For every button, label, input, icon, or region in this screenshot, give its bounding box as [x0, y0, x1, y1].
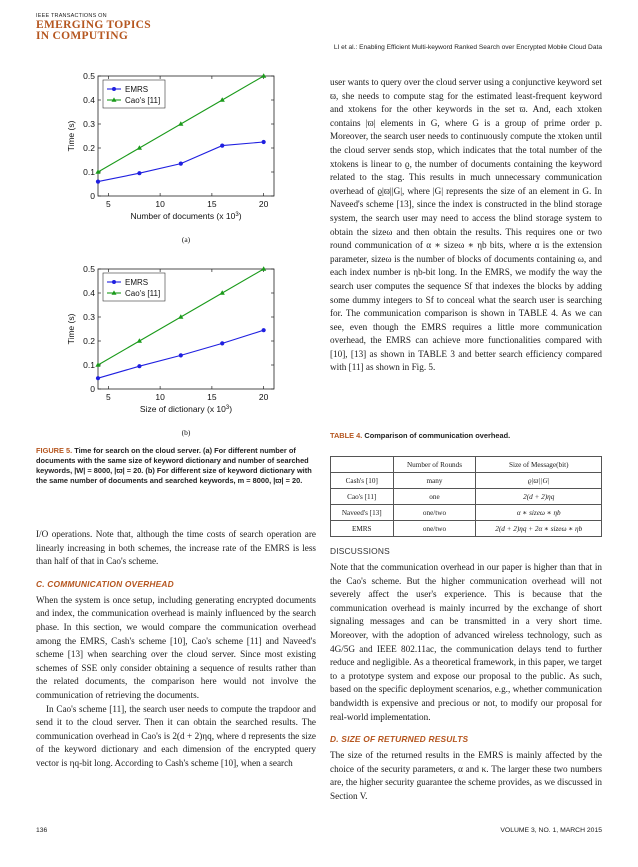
- table-header: [331, 457, 394, 473]
- x-tick-label: 15: [207, 392, 217, 402]
- y-axis-label: Time (s): [66, 313, 76, 345]
- x-tick-label: 10: [155, 199, 165, 209]
- y-tick-label: 0.1: [83, 360, 95, 370]
- x-axis-label: Number of documents (x $10^3$): [130, 211, 242, 221]
- table-cell: α ∗ sizeω ∗ ηb: [476, 505, 602, 521]
- section-heading-c: C. COMMUNICATION OVERHEAD: [36, 578, 174, 589]
- y-tick-label: 0: [90, 191, 95, 201]
- chart-b: [60, 257, 300, 441]
- y-axis-label: Time (s): [66, 120, 76, 152]
- data-point: [96, 376, 100, 380]
- figure-caption: [36, 446, 316, 486]
- legend-marker: [112, 87, 116, 91]
- y-tick-label: 0.3: [83, 312, 95, 322]
- table-cell: 2(d + 2)ηq: [476, 489, 602, 505]
- table-cell: many: [393, 473, 476, 489]
- data-point: [220, 144, 224, 148]
- paragraph: Note that the communication overhead in our paper is higher than that in the Cao's scheme. But the higher communication overhead will not severely affect the user's experience. This is because that the communication overhead is mainly incurred by the exchange of short signaling messages and can be transmitted in a very short time. Moreover, with the adoption of advanced wireless technology, such as 4G/5G and IEEE 802.11ac, the communication delays tend to further reduce and negligible. As a theoretical framework, in this paper, we target to a prototype system and expose our proposal to the public. As such, based on the specific deployment scenarios, e.g., whether communication bandwidth is expensive and precious or not, to modify our proposal for real-world implementation.: [330, 562, 602, 722]
- table-cell: Cash's [10]: [331, 473, 394, 489]
- paragraph: In Cao's scheme [11], the search user needs to compute the trapdoor and send it to the cloud server. Then it can obtain the searched results. The communication overhead in Cao's is 2(d + 2)ηq, where d represents the size of the keyword dictionary and each dimension of the encrypted query vector is ηq-bit long. According to Cash's scheme [10], when a search: [36, 703, 316, 768]
- chart-a: [60, 64, 300, 248]
- y-tick-label: 0.3: [83, 119, 95, 129]
- table-row: [331, 489, 602, 505]
- journal-top: IEEE TRANSACTIONS ON: [36, 13, 107, 19]
- x-axis-label: Size of dictionary (x $10^3$): [139, 404, 233, 414]
- x-tick-label: 5: [105, 199, 111, 209]
- figure-sublabel: (b): [181, 428, 191, 437]
- y-tick-label: 0.4: [83, 95, 95, 105]
- paragraph: When the system is once setup, including generating encrypted documents and index, the communication overhead is mainly influenced by the search phase. In this section, we would compare the communication overhead among the EMRS, Cash's scheme [10], Cao's scheme [11] and Naveed's scheme [13] when searching over the cloud server. Since most existing schemes of SSE only consider obtaining a sequence of results rather than the related documents, the comparison here would not involve the communication of retrieving the documents.: [36, 594, 316, 700]
- table-cell: one/two: [393, 521, 476, 537]
- table-header: Number of Rounds: [393, 457, 476, 473]
- y-tick-label: 0.4: [83, 288, 95, 298]
- journal-line-2: IN COMPUTING: [36, 30, 129, 42]
- table-caption: [330, 431, 510, 440]
- data-point: [179, 162, 183, 166]
- table-cell: Naveed's [13]: [331, 505, 394, 521]
- table-cell: Cao's [11]: [331, 489, 394, 505]
- x-tick-label: 15: [207, 199, 217, 209]
- table-label: TABLE 4.: [330, 431, 363, 440]
- table-cell: one: [393, 489, 476, 505]
- journal-line-1: EMERGING TOPICS: [36, 18, 151, 31]
- volume-info: VOLUME 3, NO. 1, MARCH 2015: [500, 827, 602, 834]
- table-cell: EMRS: [331, 521, 394, 537]
- paragraph: user wants to query over the cloud server using a conjunctive keyword set ϖ, she needs to compute stag for the estimated least-frequent keyword and xtokens for the other keywords in the set ϖ. And, each xtoken contains |ϖ| elements in G, where G is a group of prime order p. Moreover, the search user needs to continuously compute the xtoken until the cloud server sends stop, which indicates that the total number of the xtokens is linear to ϱ, the number of documents containing the keyword related to the stag. This results in much unnecessary communication overhead of ϱ|ϖ||G|, where |G| represents the size of an element in G. In Naveed's scheme [13], since the index is constructed in the blind storage system, the search user may need to access the blind storage system to obtain the sizeω and then obtain the results. This requires one or two round communication of α ∗ sizeω ∗ ηb bits, where α is the extension parameter, sizeω is the number of blocks of documents containing ω, and each index number is ηb-bit long. In the EMRS, we modify the way the search user computes the sequence Sf that indexes the blocks by adding some dummy integers to Sf to conceal what the search user is searching for. The communication comparison is shown in TABLE 4. As we can see, even though the EMRS requires a little more communication overhead, the EMRS can achieve more functionalities compared with [10], [13] as shown in TABLE 3 and better search efficiency compared with [11] as shown in Fig. 5.: [330, 77, 602, 373]
- right-column-top: [330, 76, 602, 375]
- journal-logo: [36, 14, 151, 43]
- paragraph: The size of the returned results in the EMRS is mainly affected by the choice of the security parameters, α and κ. The larger these two numbers are, the higher security guarantee the scheme provides, as we discussed in Section V.: [330, 750, 602, 801]
- data-point: [137, 364, 141, 368]
- table-cell: 2(d + 2)ηq + 2α ∗ sizeω ∗ ηb: [476, 521, 602, 537]
- legend-label: Cao's [11]: [125, 96, 161, 105]
- comparison-table: [330, 456, 602, 537]
- y-tick-label: 0: [90, 384, 95, 394]
- page-number: 136: [36, 827, 48, 834]
- figure-sublabel: (a): [181, 235, 191, 244]
- data-point: [220, 341, 224, 345]
- left-column: [36, 528, 316, 771]
- data-point: [261, 73, 266, 78]
- x-tick-label: 20: [258, 199, 269, 209]
- table-title: Comparison of communication overhead.: [364, 431, 511, 440]
- section-heading-d: D. SIZE OF RETURNED RESULTS: [330, 734, 469, 745]
- table-header: Size of Message(bit): [476, 457, 602, 473]
- table-cell: one/two: [393, 505, 476, 521]
- legend-marker: [112, 280, 116, 284]
- running-head: LI et al.: Enabling Efficient Multi-keyword Ranked Search over Encrypted Mobile Cloud Data: [333, 44, 602, 51]
- figure-caption-text: Time for search on the cloud server. (a) For different number of documents with the same size of keyword dictionary and number of searched keywords, |W| = 8000, |ϖ| = 20. (b) For different size of keyword dictionary with the same number of documents and searched keywords, m = 8000, |ϖ| = 20.: [36, 446, 312, 485]
- x-axis-label-close: ): [238, 211, 242, 221]
- data-point: [137, 171, 141, 175]
- table-row: [331, 473, 602, 489]
- table-cell: ϱ|ϖ||G|: [476, 473, 602, 489]
- y-tick-label: 0.1: [83, 167, 95, 177]
- paragraph: I/O operations. Note that, although the time costs of search operation are linearly increasing in both schemes, the increase rate of the EMRS is less than half of that in Cao's scheme.: [36, 529, 316, 567]
- x-tick-label: 10: [155, 392, 165, 402]
- data-point: [179, 353, 183, 357]
- y-tick-label: 0.5: [83, 71, 95, 81]
- y-tick-label: 0.2: [83, 336, 95, 346]
- figure-label: FIGURE 5.: [36, 446, 73, 455]
- data-point: [96, 180, 100, 184]
- discussions-heading: DISCUSSIONS: [330, 546, 390, 556]
- table-header-row: [331, 457, 602, 473]
- data-point: [262, 328, 266, 332]
- legend-label: EMRS: [125, 85, 149, 94]
- x-axis-label-sup: 3: [235, 212, 239, 218]
- legend-label: Cao's [11]: [125, 289, 161, 298]
- y-tick-label: 0.2: [83, 143, 95, 153]
- table-row: [331, 505, 602, 521]
- data-point: [261, 266, 266, 271]
- legend-label: EMRS: [125, 278, 149, 287]
- table-row: [331, 521, 602, 537]
- x-axis-label-sup: 3: [225, 405, 230, 411]
- x-axis-label-close: ): [229, 404, 233, 414]
- right-column-bottom: [330, 545, 602, 804]
- x-tick-label: 5: [105, 392, 111, 402]
- data-point: [262, 140, 266, 144]
- y-tick-label: 0.5: [83, 264, 95, 274]
- x-tick-label: 20: [258, 392, 269, 402]
